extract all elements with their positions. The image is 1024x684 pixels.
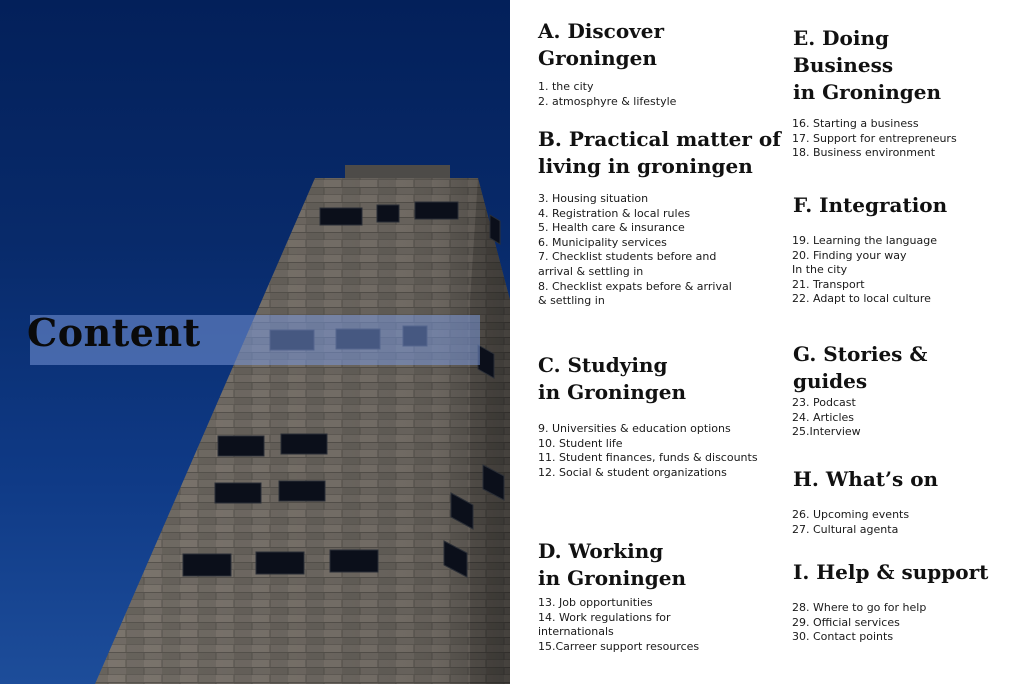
list-item: 21. Transport (792, 277, 865, 291)
list-item: 1. the city (538, 80, 594, 93)
list-item: 30. Contact points (792, 630, 894, 644)
list-item: 10. Student life (538, 436, 623, 450)
section-a-title: A. Discover Groningen (538, 19, 665, 70)
section-h-title: H. What’s on (793, 467, 939, 491)
list-item: 18. Business environment (792, 146, 936, 160)
list-item: 12. Social & student organizations (538, 465, 727, 479)
cover-title: Content (27, 310, 201, 355)
section-b-title: B. Practical matter of living in groningen (538, 127, 781, 178)
list-item: 23. Podcast (792, 396, 856, 409)
list-item: 15.Carreer support resources (538, 639, 700, 653)
list-item: 3. Housing situation (538, 192, 649, 205)
list-item: 17. Support for entrepreneurs (792, 131, 957, 145)
list-item: 13. Job opportunities (538, 596, 653, 609)
list-item: 4. Registration & local rules (538, 206, 691, 220)
section-c-list (538, 422, 758, 480)
list-item: 9. Universities & education options (538, 422, 731, 435)
section-i-title: I. Help & support (793, 560, 989, 584)
section-a-list (538, 80, 676, 109)
list-item: 28. Where to go for help (792, 601, 927, 614)
list-item: 22. Adapt to local culture (792, 292, 931, 306)
list-item: 27. Cultural agenta (792, 522, 899, 536)
section-d-list (538, 596, 699, 654)
section-i-list (792, 601, 926, 645)
section-g-list (792, 396, 861, 440)
list-item: 19. Learning the language (792, 234, 938, 247)
section-e-title: E. Doing Business in Groningen (793, 26, 941, 104)
list-item: 29. Official services (792, 615, 900, 629)
list-item: 6. Municipality services (538, 235, 667, 249)
list-item: 25.Interview (792, 425, 861, 439)
list-item: 24. Articles (792, 410, 855, 424)
list-item: 20. Finding your way In the city (792, 248, 907, 277)
list-item: 14. Work regulations for internationals (538, 610, 671, 639)
section-b-list (538, 192, 732, 309)
section-c-title: C. Studying in Groningen (538, 353, 686, 404)
table-of-contents (510, 0, 1024, 684)
cover-photo (0, 0, 510, 684)
section-f-title: F. Integration (793, 193, 948, 217)
section-f-list (792, 234, 937, 307)
list-item: 5. Health care & insurance (538, 221, 685, 235)
list-item: 26. Upcoming events (792, 508, 910, 521)
list-item: 11. Student finances, funds & discounts (538, 451, 758, 465)
section-d-title: D. Working in Groningen (538, 539, 686, 590)
list-item: 16. Starting a business (792, 117, 919, 130)
section-e-list (792, 117, 957, 161)
list-item: 2. atmosphyre & lifestyle (538, 94, 677, 108)
list-item: 7. Checklist students before and arrival & settling in (538, 250, 717, 278)
list-item: 8. Checklist expats before & arrival & settling in (538, 279, 732, 308)
section-g-title: G. Stories & guides (793, 342, 928, 393)
section-h-list (792, 508, 909, 537)
